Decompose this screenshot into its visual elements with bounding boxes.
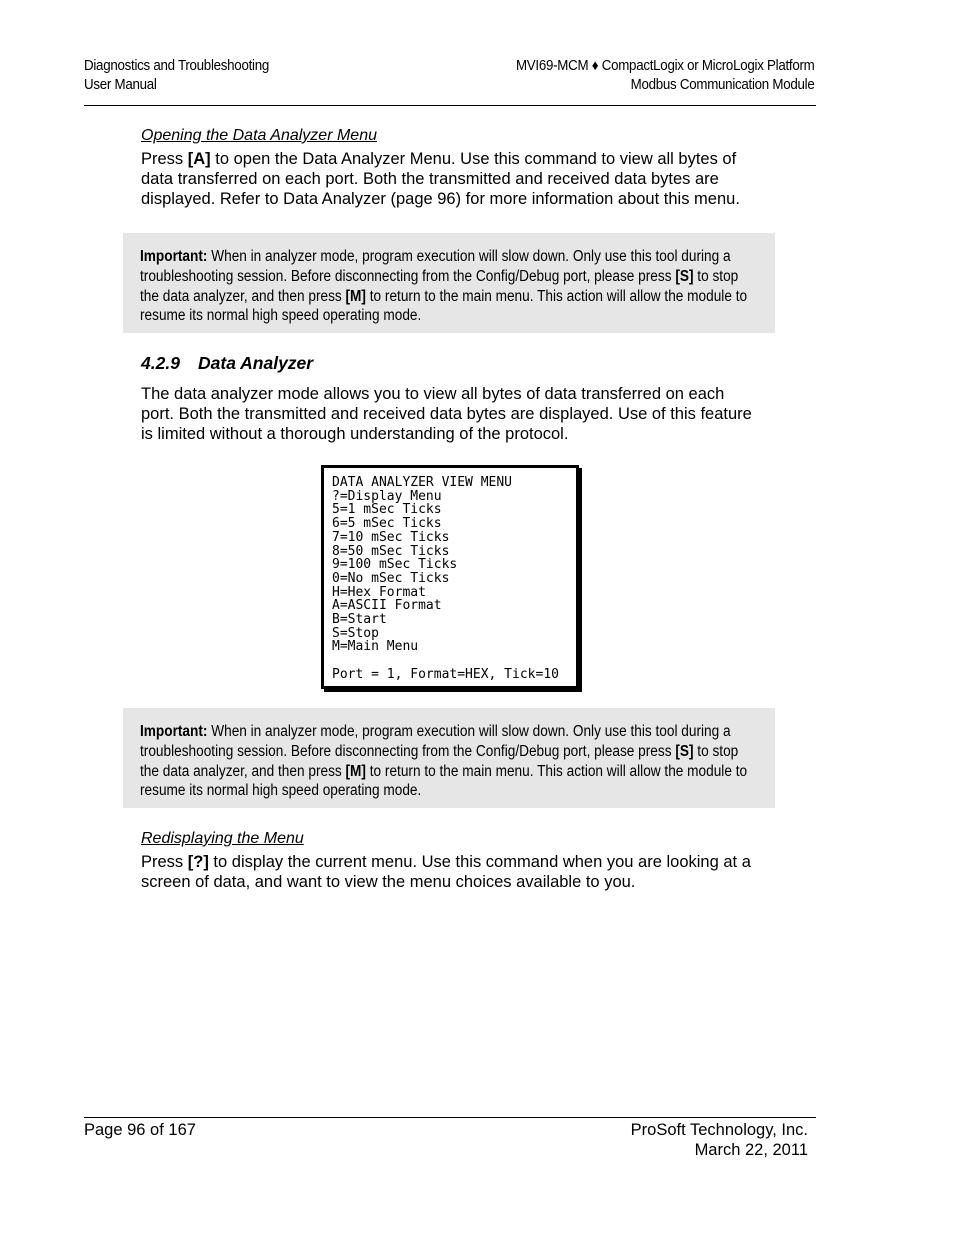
important-note-2 [123, 708, 775, 808]
important-text-part2: to stop the data analyzer, and then press [140, 742, 739, 780]
important-text-part1: When in analyzer mode, program execution will slow down. Only use this tool during a troubleshooting session. Before disconnecting from the Config/Debug port, please press [140, 723, 731, 760]
important-key-menu: [M] [345, 762, 366, 780]
redisplay-key: [?] [187, 853, 209, 871]
opening-paragraph [141, 150, 753, 209]
footer-divider [84, 1117, 816, 1118]
terminal-line: 7=10 mSec Ticks [332, 529, 450, 545]
redisplay-paragraph [141, 853, 753, 893]
opening-text-post: to open the Data Analyzer Menu. Use this command to view all bytes of data transferred on each port. Both the transmitted and received data bytes are displayed. Refer to Data Analyzer (page 96) for more information about this menu. [141, 150, 740, 208]
section-paragraph: The data analyzer mode allows you to view all bytes of data transferred on each port. Both the transmitted and received data bytes are displayed. Use of this feature is limited without a thorough understanding of the protocol. [141, 385, 752, 443]
important-label: Important: [140, 248, 208, 265]
footer-company: ProSoft Technology, Inc. [630, 1121, 808, 1139]
header-chapter-title: Diagnostics and Troubleshooting [84, 58, 270, 74]
important-text-part2: to stop the data analyzer, and then press [140, 267, 739, 305]
terminal-line: 0=No mSec Ticks [332, 570, 450, 586]
terminal-line: ?=Display Menu [332, 488, 442, 504]
terminal-line: 6=5 mSec Ticks [332, 516, 442, 532]
opening-text-pre: Press [141, 150, 188, 168]
redisplay-text-post: to display the current menu. Use this command when you are looking at a screen of data, and want to view the menu choices available to you. [141, 853, 751, 891]
terminal-line: H=Hex Format [332, 584, 426, 600]
important-key-stop: [S] [675, 742, 694, 760]
terminal-line: A=ASCII Format [332, 598, 442, 614]
header-product-subtitle: Modbus Communication Module [630, 77, 814, 93]
footer-date: March 22, 2011 [694, 1141, 808, 1159]
important-label: Important: [140, 723, 208, 740]
data-analyzer-menu-screenshot [321, 465, 579, 689]
important-text-part3: to return to the main menu. This action will allow the module to resume its normal high speed operating mode. [140, 287, 748, 325]
terminal-line: DATA ANALYZER VIEW MENU [332, 475, 513, 490]
header-product-title: MVI69-MCM ♦ CompactLogix or MicroLogix Platform [515, 58, 814, 74]
terminal-line: 9=100 mSec Ticks [332, 557, 458, 573]
header-right [515, 57, 814, 95]
opening-key: [A] [187, 150, 211, 168]
redisplay-heading: Redisplaying the Menu [141, 830, 304, 847]
page-number: Page 96 of 167 [84, 1121, 196, 1139]
terminal-line: S=Stop [332, 625, 379, 641]
terminal-line: 5=1 mSec Ticks [332, 502, 442, 518]
terminal-line: 8=50 mSec Ticks [332, 543, 450, 559]
header-manual-type: User Manual [84, 77, 157, 93]
opening-heading: Opening the Data Analyzer Menu [141, 127, 377, 144]
important-text-part1: When in analyzer mode, program execution will slow down. Only use this tool during a troubleshooting session. Before disconnecting from the Config/Debug port, please press [140, 248, 731, 285]
important-note-1 [123, 233, 775, 333]
important-note-2-text [140, 722, 756, 801]
redisplay-text-pre: Press [141, 853, 188, 871]
important-text-part3: to return to the main menu. This action will allow the module to resume its normal high speed operating mode. [140, 762, 748, 800]
terminal-line: M=Main Menu [332, 639, 419, 655]
section-title: Data Analyzer [198, 353, 314, 373]
important-key-menu: [M] [345, 287, 366, 305]
header-divider [84, 105, 816, 106]
terminal-line: Port = 1, Format=HEX, Tick=10 [332, 666, 559, 682]
important-key-stop: [S] [675, 267, 694, 285]
section-heading [141, 353, 313, 374]
section-number: 4.2.9 [141, 353, 180, 373]
header-left [84, 57, 269, 95]
important-note-1-text [140, 247, 756, 326]
terminal-line: B=Start [332, 612, 387, 627]
footer-right [631, 1120, 808, 1160]
